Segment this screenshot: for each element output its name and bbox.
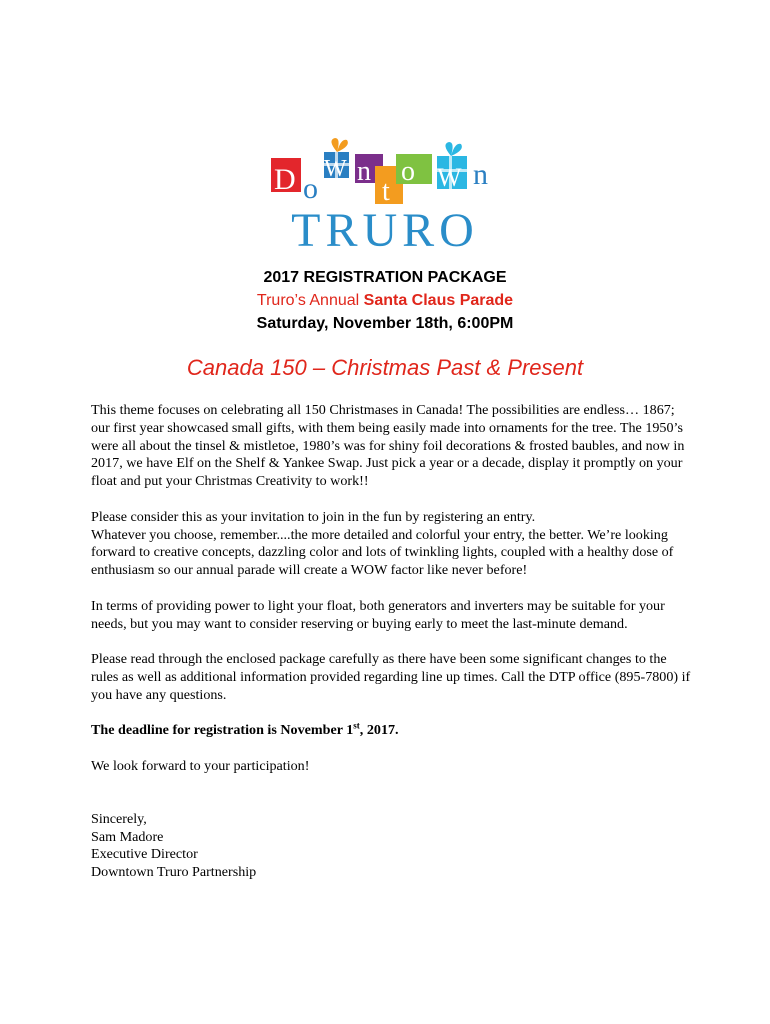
logo-letter: o: [401, 156, 415, 187]
logo-letter: t: [382, 176, 390, 207]
signer-title: Executive Director: [91, 846, 198, 863]
paragraph-remember: Whatever you choose, remember....the more detailed and colorful your entry, the better. We’re looking forward to creative concepts, dazzling color and lots of twinkling lights, coupled with a healthy dose of enthusiasm so our annual parade will create a WOW factor like never before!: [91, 526, 674, 579]
deadline-text: The deadline for registration is November 1: [91, 722, 354, 739]
logo-letter: D: [274, 163, 296, 196]
paragraph-invitation: Please consider this as your invitation to join in the fun by registering an entry.: [91, 508, 536, 525]
signer-name: Sam Madore: [91, 828, 164, 845]
letter-body: [91, 402, 691, 882]
parade-title-prefix: Truro’s Annual: [256, 292, 360, 309]
package-title: 2017 REGISTRATION PACKAGE: [263, 269, 507, 286]
paragraph-power: In terms of providing power to light your float, both generators and inverters may be suitable for your needs, but you may want to consider reserving or buying early to meet the last-minute demand.: [91, 597, 665, 632]
deadline-year: , 2017.: [359, 722, 399, 739]
signature-block: [91, 811, 691, 882]
logo-letter: n: [357, 156, 371, 187]
parade-name: Santa Claus Parade: [363, 292, 514, 309]
paragraph-rules: Please read through the enclosed package carefully as there have been some significant changes to the rules as well as additional information provided regarding line up times. Call the DTP office (895-7800) if you have any questions.: [91, 651, 691, 703]
salutation: Sincerely,: [91, 810, 147, 827]
theme-title: Canada 150 – Christmas Past & Present: [186, 355, 584, 380]
closing-line: We look forward to your participation!: [91, 757, 310, 774]
logo-letter: W: [324, 156, 347, 182]
logo-letter: W: [437, 163, 462, 192]
logo-letter: o: [303, 172, 318, 205]
signer-organization: Downtown Truro Partnership: [91, 864, 257, 881]
header: [0, 268, 770, 333]
logo-letter: n: [473, 158, 488, 191]
deadline-notice: [91, 722, 691, 740]
downtown-truro-logo: [265, 128, 505, 250]
parade-date: Saturday, November 18th, 6:00PM: [256, 315, 514, 332]
logo-city: TRURO: [291, 204, 479, 250]
parade-title: [0, 291, 770, 310]
paragraph-theme: This theme focuses on celebrating all 150 Christmases in Canada! The possibilities are endless… 1867; our first year showcased small gifts, with them being easily made into ornaments for the tree. The 1950’s were all about the tinsel & mistletoe, 1980’s was for shiny foil decorations & frosted baubles, and now in 2017, we have Elf on the Shelf & Yankee Swap. Just pick a year or a decade, display it promptly on your float and put your Christmas Creativity to work!!: [91, 402, 685, 490]
deadline-superscript: st: [353, 720, 360, 731]
